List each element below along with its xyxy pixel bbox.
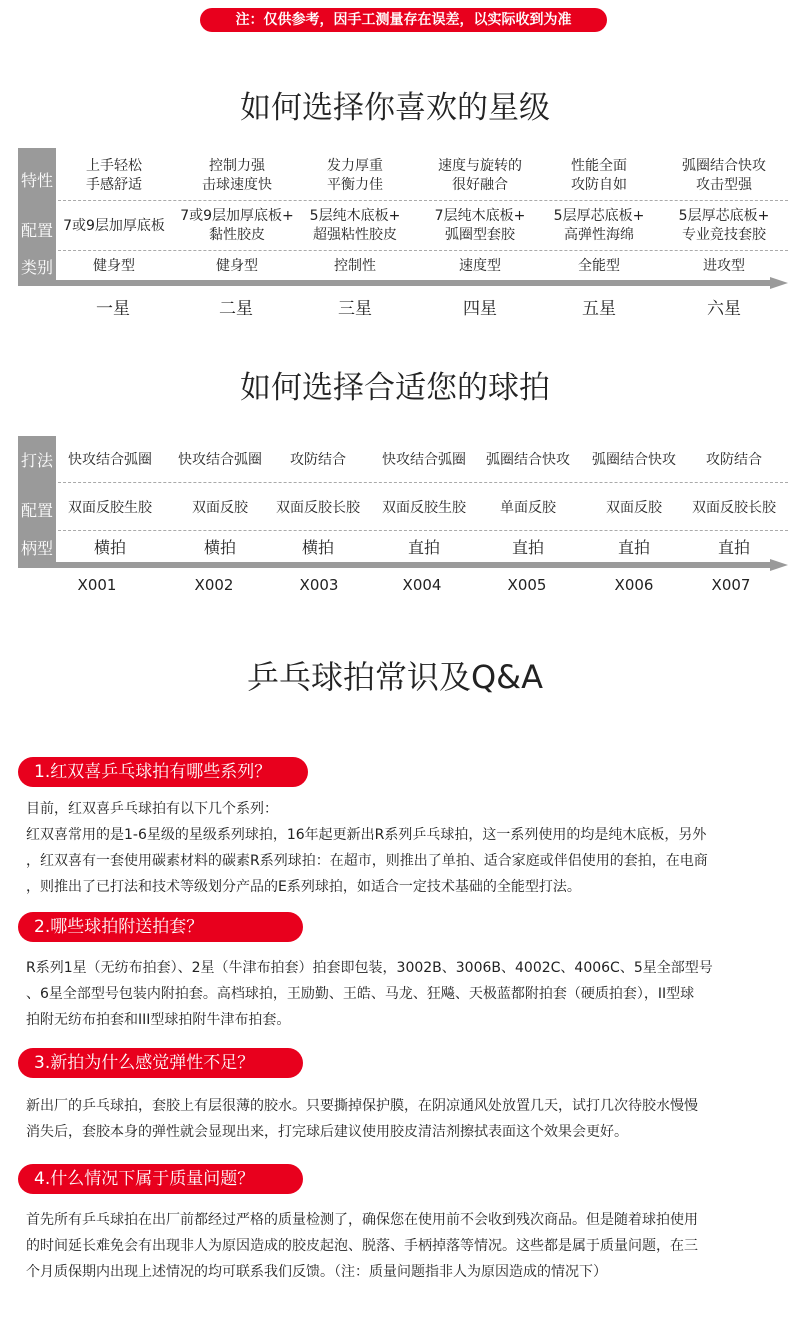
cell-line: X003 [299, 576, 339, 594]
feature-cell-text [571, 157, 627, 195]
cell-line: 击球速度快 [202, 177, 272, 193]
answer-line: 个月质保期内出现上述情况的均可联系我们反馈。（注：质量问题指非人为原因造成的情况下） [26, 1264, 607, 1280]
label-config: 配置 [20, 500, 53, 520]
grip-cell [258, 535, 378, 559]
grip-cell-text [718, 538, 750, 557]
answer-line: 新出厂的乒乓球拍，套胶上有层很薄的胶水。只要撕掉保护膜，在阴凉通风处放置几天，试打几次待胶水慢慢 [26, 1098, 698, 1114]
model-label-text [195, 576, 234, 594]
qa-question-2: 2.哪些球拍附送拍套？ [18, 912, 303, 942]
grip-cell-text [94, 538, 126, 557]
config-cell-text [192, 499, 248, 518]
qa-question-3: 3.新拍为什么感觉弹性不足？ [18, 1048, 303, 1078]
type-cell [54, 254, 174, 278]
racket-table [18, 436, 788, 570]
style-cell-text [68, 451, 152, 470]
config-cell-text [63, 217, 165, 236]
grip-cell-text [302, 538, 334, 557]
type-cell-text [459, 257, 501, 276]
cell-line: 直拍 [407, 537, 440, 557]
qa-question-1: 1.红双喜乒乓球拍有哪些系列？ [18, 757, 308, 787]
cell-line: X005 [507, 576, 547, 594]
cell-line: X007 [711, 576, 751, 594]
feature-cell-text [327, 157, 383, 195]
config-cell [468, 496, 588, 520]
cell-line: 5层纯木底板+ [309, 208, 401, 224]
table-bottom-bar [18, 562, 770, 568]
config-cell-text [310, 207, 401, 245]
star-label-text [219, 294, 253, 319]
label-config: 配置 [20, 220, 53, 240]
cell-line: 单面反胶 [500, 499, 556, 516]
grip-cell [364, 535, 484, 559]
row-divider [58, 530, 788, 531]
star-label [664, 294, 784, 318]
cell-line: 很好融合 [452, 177, 508, 193]
type-cell [177, 254, 297, 278]
cell-line: 全能型 [578, 257, 620, 274]
model-label [259, 574, 379, 596]
cell-line: 直拍 [511, 537, 544, 557]
cell-line: 7层纯木底板+ [434, 208, 526, 224]
cell-line: 横拍 [93, 537, 126, 557]
config-cell [420, 204, 540, 248]
answer-line: 首先所有乒乓球拍在出厂前都经过严格的质量检测了，确保您在使用前不会收到残次商品。但是随着球拍使用 [26, 1212, 698, 1228]
model-label-text [78, 576, 117, 594]
feature-cell [664, 154, 784, 198]
label-feature: 特性 [20, 170, 53, 190]
cell-line: 发力厚重 [327, 158, 383, 174]
type-cell-text [703, 257, 745, 276]
answer-line: 拍附无纺布拍套和III型球拍附牛津布拍套。 [26, 1012, 291, 1028]
config-cell-text [679, 207, 770, 245]
cell-line: 上手轻松 [86, 158, 142, 174]
notice-banner: 注：仅供参考，因手工测量存在误差，以实际收到为准 [200, 8, 607, 32]
style-cell-text [486, 451, 570, 470]
feature-cell [539, 154, 659, 198]
qa-question-4: 4.什么情况下属于质量问题？ [18, 1164, 303, 1194]
cell-line: 六星 [707, 298, 741, 319]
cell-line: 5层厚芯底板+ [553, 208, 645, 224]
answer-line: 的时间延长难免会有出现非人为原因造成的胶皮起泡、脱落、手柄掉落等情况。这些都是属于质量问题，在三 [26, 1238, 698, 1254]
config-cell [674, 496, 790, 520]
model-label-text [403, 576, 442, 594]
config-cell [539, 204, 659, 248]
style-cell-text [290, 451, 346, 470]
config-cell-text [606, 499, 662, 518]
cell-line: 黏性胶皮 [208, 227, 265, 243]
cell-line: 攻防结合 [290, 451, 346, 468]
cell-line: 双面反胶长胶 [692, 499, 776, 516]
row-divider [58, 482, 788, 483]
config-cell-text [692, 499, 776, 518]
cell-line: 攻防自如 [571, 177, 627, 193]
cell-line: 快攻结合弧圈 [68, 451, 152, 468]
answer-line: ，红双喜有一套使用碳素材料的碳素R系列球拍：在超市，则推出了单拍、适合家庭或伴侣使用的套拍，在电商 [26, 853, 708, 869]
grip-cell-text [512, 538, 544, 557]
star-label [539, 294, 659, 318]
grip-cell-text [618, 538, 650, 557]
star-label [176, 294, 296, 318]
cell-line: 快攻结合弧圈 [382, 451, 466, 468]
cell-line: 弧圈结合快攻 [486, 451, 570, 468]
style-cell-text [592, 451, 676, 470]
cell-line: 双面反胶 [606, 499, 662, 516]
cell-line: 双面反胶 [192, 499, 248, 516]
cell-line: 健身型 [216, 257, 258, 274]
feature-cell [54, 154, 174, 198]
label-style: 打法 [20, 450, 53, 470]
style-cell-text [706, 451, 762, 470]
cell-line: 双面反胶生胶 [68, 499, 152, 516]
style-cell-text [178, 451, 262, 470]
type-cell-text [216, 257, 258, 276]
cell-line: X002 [194, 576, 234, 594]
style-cell [364, 448, 484, 472]
grip-cell [50, 535, 170, 559]
style-cell-text [382, 451, 466, 470]
type-cell-text [578, 257, 620, 276]
star-label [295, 294, 415, 318]
cell-line: 进攻型 [703, 257, 745, 274]
config-cell-text [276, 499, 360, 518]
qa-answer-1 [26, 796, 782, 900]
answer-line: 目前，红双喜乒乓球拍有以下几个系列： [26, 801, 278, 817]
row-divider [58, 250, 788, 251]
answer-line: 消失后，套胶本身的弹性就会显现出来，打完球后建议使用胶皮清洁剂擦拭表面这个效果会更好。 [26, 1124, 628, 1140]
model-label [154, 574, 274, 596]
config-cell-text [382, 499, 466, 518]
cell-line: 性能全面 [571, 158, 627, 174]
cell-line: 横拍 [203, 537, 236, 557]
grip-cell-text [408, 538, 440, 557]
cell-line: 手感舒适 [86, 177, 142, 193]
arrow-icon [770, 277, 788, 289]
cell-line: 速度与旋转的 [438, 158, 522, 174]
config-cell [258, 496, 378, 520]
config-cell [177, 204, 297, 248]
cell-line: 专业竞技套胶 [681, 227, 766, 243]
answer-line: ，则推出了已打法和技术等级划分产品的E系列球拍，如适合一定技术基础的全能型打法。 [26, 879, 581, 895]
star-label-text [707, 294, 741, 319]
config-cell [664, 204, 784, 248]
config-cell [364, 496, 484, 520]
cell-line: 双面反胶生胶 [382, 499, 466, 516]
model-label [362, 574, 482, 596]
feature-cell-text [202, 157, 272, 195]
feature-cell [177, 154, 297, 198]
type-cell-text [334, 257, 376, 276]
cell-line: X006 [614, 576, 654, 594]
section-title-racket: 如何选择合适您的球拍 [240, 370, 550, 406]
cell-line: 弧圈结合快攻 [682, 158, 766, 174]
cell-line: 快攻结合弧圈 [178, 451, 262, 468]
feature-cell [295, 154, 415, 198]
type-cell [664, 254, 784, 278]
feature-cell-text [438, 157, 522, 195]
answer-line: 红双喜常用的是1-6星级的星级系列球拍，16年起更新出R系列乒乓球拍，这一系列使用的均是纯木底板，另外 [26, 827, 707, 843]
grip-cell-text [204, 538, 236, 557]
type-cell [420, 254, 540, 278]
config-cell-text [500, 499, 556, 518]
cell-line: 健身型 [93, 257, 135, 274]
star-label-text [582, 294, 616, 319]
cell-line: 四星 [463, 298, 497, 319]
label-grip: 柄型 [20, 538, 53, 558]
cell-line: 控制性 [334, 257, 376, 274]
star-level-table [18, 148, 788, 288]
grip-cell [468, 535, 588, 559]
star-label [420, 294, 540, 318]
type-cell [295, 254, 415, 278]
star-label [53, 294, 173, 318]
feature-cell-text [682, 157, 766, 195]
cell-line: 5层厚芯底板+ [678, 208, 770, 224]
style-cell [468, 448, 588, 472]
cell-line: 双面反胶长胶 [276, 499, 360, 516]
qa-answer-4 [26, 1207, 782, 1285]
cell-line: 超强粘性胶皮 [312, 227, 397, 243]
cell-line: 速度型 [459, 257, 501, 274]
cell-line: 直拍 [717, 537, 750, 557]
cell-line: 平衡力佳 [327, 177, 383, 193]
cell-line: 攻击型强 [696, 177, 752, 193]
model-label [671, 574, 790, 596]
cell-line: X001 [77, 576, 117, 594]
star-label-text [463, 294, 497, 319]
cell-line: 7或9层加厚底板+ [180, 208, 294, 224]
model-label-text [300, 576, 339, 594]
cell-line: 7或9层加厚底板 [63, 217, 165, 234]
answer-line: R系列1星（无纺布拍套）、2星（牛津布拍套）拍套即包装，3002B、3006B、4002C、4006C、5星全部型号 [26, 960, 713, 976]
cell-line: 三星 [338, 298, 372, 319]
cell-line: 二星 [219, 298, 253, 319]
style-cell [674, 448, 790, 472]
section-title-qa: 乒乓球拍常识及Q&A [246, 658, 544, 696]
cell-line: 控制力强 [209, 158, 265, 174]
qa-answer-3 [26, 1093, 782, 1145]
config-cell [50, 496, 170, 520]
cell-line: 五星 [582, 298, 616, 319]
arrow-icon [770, 559, 788, 571]
config-cell-text [68, 499, 152, 518]
star-label-text [338, 294, 372, 319]
model-label-text [712, 576, 751, 594]
config-cell-text [554, 207, 645, 245]
config-cell [295, 204, 415, 248]
feature-cell [420, 154, 540, 198]
cell-line: 一星 [96, 298, 130, 319]
config-cell [54, 204, 174, 248]
config-cell-text [435, 207, 526, 245]
grip-cell [674, 535, 790, 559]
cell-line: 攻防结合 [706, 451, 762, 468]
config-cell-text [180, 207, 294, 245]
cell-line: 横拍 [301, 537, 334, 557]
model-label [467, 574, 587, 596]
section-title-star-level: 如何选择你喜欢的星级 [240, 90, 550, 126]
cell-line: X004 [402, 576, 442, 594]
style-cell [258, 448, 378, 472]
model-label-text [508, 576, 547, 594]
cell-line: 弧圈型套胶 [444, 227, 515, 243]
table-bottom-bar [18, 280, 770, 286]
feature-cell-text [86, 157, 142, 195]
cell-line: 弧圈结合快攻 [592, 451, 676, 468]
model-label [37, 574, 157, 596]
type-cell-text [93, 257, 135, 276]
qa-answer-2 [26, 955, 782, 1033]
answer-line: 、6星全部型号包装内附拍套。高档球拍，王励勤、王皓、马龙、狂飚、天极蓝都附拍套（硬质拍套），II型球 [26, 986, 695, 1002]
row-divider [58, 200, 788, 201]
style-cell [50, 448, 170, 472]
type-cell [539, 254, 659, 278]
cell-line: 直拍 [617, 537, 650, 557]
star-label-text [96, 294, 130, 319]
model-label-text [615, 576, 654, 594]
cell-line: 高弹性海绵 [563, 227, 634, 243]
label-type: 类别 [20, 257, 53, 277]
